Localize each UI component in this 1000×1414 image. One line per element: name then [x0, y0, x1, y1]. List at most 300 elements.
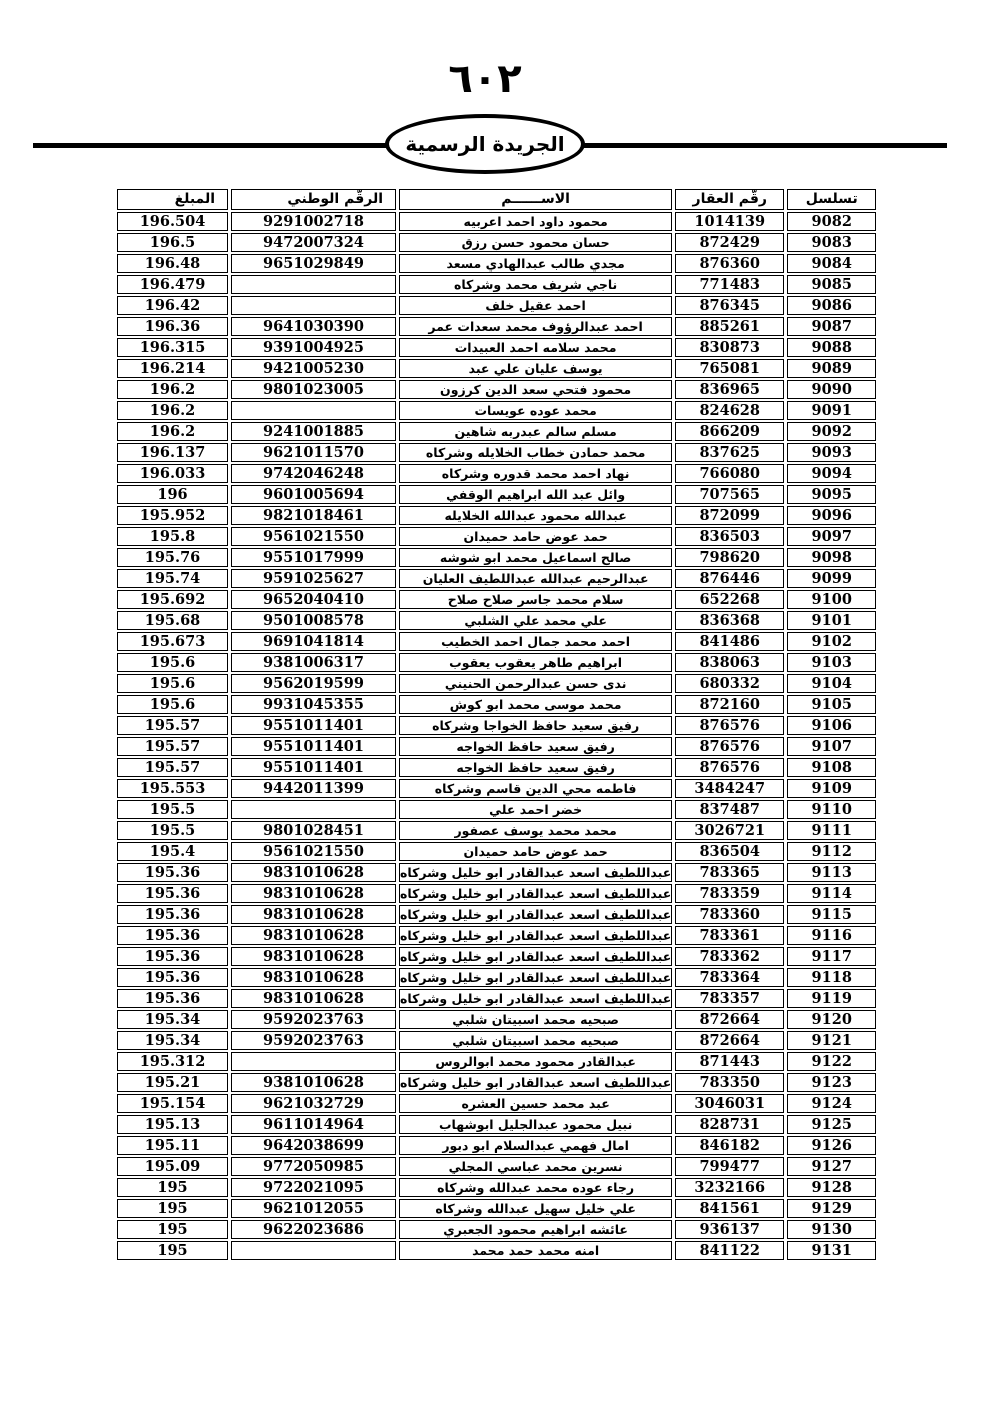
cell-serial: 9101: [787, 611, 876, 630]
cell-national-number: [231, 1052, 396, 1071]
cell-name: احمد عقيل خلف: [399, 296, 672, 315]
table-row: [117, 359, 876, 378]
cell-serial: 9105: [787, 695, 876, 714]
cell-serial: 9112: [787, 842, 876, 861]
cell-serial: 9126: [787, 1136, 876, 1155]
cell-serial: 9083: [787, 233, 876, 252]
cell-national-number: 9621032729: [231, 1094, 396, 1113]
cell-name: صالح اسماعيل محمد ابو شوشه: [399, 548, 672, 567]
cell-serial: 9110: [787, 800, 876, 819]
cell-property-number: 3232166: [675, 1178, 784, 1197]
cell-serial: 9097: [787, 527, 876, 546]
cell-national-number: 9551011401: [231, 758, 396, 777]
cell-name: محمود داود احمد اعربيه: [399, 212, 672, 231]
cell-amount: 196.315: [117, 338, 228, 357]
cell-serial: 9111: [787, 821, 876, 840]
cell-amount: 195.6: [117, 674, 228, 693]
cell-serial: 9098: [787, 548, 876, 567]
table-row: [117, 758, 876, 777]
cell-national-number: 9831010628: [231, 947, 396, 966]
cell-serial: 9086: [787, 296, 876, 315]
cell-national-number: 9651029849: [231, 254, 396, 273]
table-row: [117, 401, 876, 420]
cell-property-number: 876576: [675, 758, 784, 777]
cell-national-number: 9601005694: [231, 485, 396, 504]
cell-name: عبداللطيف اسعد عبدالقادر ابو خليل وشركاه: [400, 970, 672, 985]
table-row: [117, 1115, 876, 1134]
table-header-row: [117, 189, 876, 210]
table-row: [117, 422, 876, 441]
table-row: [117, 716, 876, 735]
cell-amount: 195.6: [117, 653, 228, 672]
cell-property-number: 872429: [675, 233, 784, 252]
cell-amount: 196: [117, 485, 228, 504]
cell-property-number: 828731: [675, 1115, 784, 1134]
cell-name: عبد محمد حسين العشره: [399, 1094, 672, 1113]
cell-serial: 9091: [787, 401, 876, 420]
cell-name: محمد سلامه احمد العبيدات: [399, 338, 672, 357]
cell-national-number: 9611014964: [231, 1115, 396, 1134]
cell-name: احمد عبدالرؤوف محمد سعدات عمر: [399, 317, 672, 336]
cell-name: عبداللطيف اسعد عبدالقادر ابو خليل وشركاه: [400, 1075, 672, 1090]
cell-name: خضر احمد علي: [399, 800, 672, 819]
table-row: [117, 821, 876, 840]
cell-property-number: 830873: [675, 338, 784, 357]
cell-name: وائل عبد الله ابراهيم الوقفي: [399, 485, 672, 504]
cell-name: يوسف عليان علي عبد: [399, 359, 672, 378]
cell-national-number: 9831010628: [231, 989, 396, 1008]
cell-property-number: 841561: [675, 1199, 784, 1218]
cell-name: عبداللطيف اسعد عبدالقادر ابو خليل وشركاه: [400, 907, 672, 922]
cell-amount: 195: [117, 1241, 228, 1260]
cell-name: ندى حسن عبدالرحمن الحنيني: [399, 674, 672, 693]
table-row: [117, 611, 876, 630]
cell-name: امنه محمد حمد محمد: [399, 1241, 672, 1260]
table-row: [117, 1178, 876, 1197]
cell-amount: 195.6: [117, 695, 228, 714]
cell-amount: 195: [117, 1199, 228, 1218]
table-row: [117, 989, 876, 1008]
cell-property-number: 836368: [675, 611, 784, 630]
cell-amount: 195.74: [117, 569, 228, 588]
cell-name: امال فهمي عبدالسلام ابو دبور: [399, 1136, 672, 1155]
cell-amount: 195.57: [117, 758, 228, 777]
cell-property-number: 3046031: [675, 1094, 784, 1113]
cell-amount: 196.36: [117, 317, 228, 336]
cell-serial: 9120: [787, 1010, 876, 1029]
cell-name: مسلم سالم عبدربه شاهين: [399, 422, 672, 441]
cell-national-number: 9831010628: [231, 968, 396, 987]
cell-property-number: 799477: [675, 1157, 784, 1176]
cell-national-number: 9381010628: [231, 1073, 396, 1092]
cell-name: احمد محمد جمال احمد الخطيب: [399, 632, 672, 651]
cell-serial: 9099: [787, 569, 876, 588]
cell-property-number: 783361: [675, 926, 784, 945]
cell-national-number: 9831010628: [231, 884, 396, 903]
table-row: [117, 506, 876, 525]
cell-property-number: 876576: [675, 716, 784, 735]
cell-name: مجدي طالب عبدالهادي مسعد: [399, 254, 672, 273]
cell-name: محمد محمد يوسف عصفور: [399, 821, 672, 840]
cell-amount: 195.68: [117, 611, 228, 630]
table-row: [117, 317, 876, 336]
gazette-title: الجريدة الرسمية: [405, 132, 565, 156]
cell-national-number: 9641030390: [231, 317, 396, 336]
cell-amount: 196.48: [117, 254, 228, 273]
header-national-number: الرقّم الوطني: [231, 189, 396, 210]
cell-property-number: 876446: [675, 569, 784, 588]
cell-serial: 9089: [787, 359, 876, 378]
cell-amount: 195.34: [117, 1010, 228, 1029]
cell-property-number: 841122: [675, 1241, 784, 1260]
cell-serial: 9124: [787, 1094, 876, 1113]
cell-serial: 9082: [787, 212, 876, 231]
cell-property-number: 680332: [675, 674, 784, 693]
cell-serial: 9104: [787, 674, 876, 693]
cell-property-number: 783362: [675, 947, 784, 966]
cell-property-number: 936137: [675, 1220, 784, 1239]
table-row: [117, 548, 876, 567]
table-row: [117, 1136, 876, 1155]
table-row: [117, 380, 876, 399]
cell-property-number: 846182: [675, 1136, 784, 1155]
cell-name: نبيل محمود عبدالجليل ابوشهاب: [399, 1115, 672, 1134]
cell-property-number: 771483: [675, 275, 784, 294]
cell-national-number: 9501008578: [231, 611, 396, 630]
cell-national-number: 9652040410: [231, 590, 396, 609]
cell-national-number: 9592023763: [231, 1010, 396, 1029]
cell-serial: 9123: [787, 1073, 876, 1092]
cell-property-number: 836504: [675, 842, 784, 861]
cell-property-number: 876360: [675, 254, 784, 273]
cell-national-number: 9551017999: [231, 548, 396, 567]
cell-property-number: 707565: [675, 485, 784, 504]
cell-property-number: 783357: [675, 989, 784, 1008]
cell-serial: 9127: [787, 1157, 876, 1176]
cell-national-number: [231, 401, 396, 420]
cell-serial: 9114: [787, 884, 876, 903]
cell-amount: 196.5: [117, 233, 228, 252]
table-row: [117, 800, 876, 819]
cell-serial: 9119: [787, 989, 876, 1008]
cell-property-number: 871443: [675, 1052, 784, 1071]
table-row: [117, 1010, 876, 1029]
cell-amount: 195.36: [117, 905, 228, 924]
cell-national-number: 9642038699: [231, 1136, 396, 1155]
cell-amount: 195.673: [117, 632, 228, 651]
cell-property-number: 836503: [675, 527, 784, 546]
cell-serial: 9094: [787, 464, 876, 483]
table-row: [117, 695, 876, 714]
cell-property-number: 872664: [675, 1010, 784, 1029]
cell-national-number: 9421005230: [231, 359, 396, 378]
cell-name: علي خليل سهيل عبدالله وشركاه: [399, 1199, 672, 1218]
cell-serial: 9128: [787, 1178, 876, 1197]
header-serial: تسلسل: [787, 189, 876, 210]
table-row: [117, 1199, 876, 1218]
table-row: [117, 905, 876, 924]
cell-amount: 196.2: [117, 422, 228, 441]
cell-serial: 9090: [787, 380, 876, 399]
cell-national-number: 9391004925: [231, 338, 396, 357]
cell-serial: 9092: [787, 422, 876, 441]
cell-amount: 196.033: [117, 464, 228, 483]
cell-name: حمد عوض حامد حميدان: [399, 842, 672, 861]
cell-amount: 196.479: [117, 275, 228, 294]
cell-amount: 195.36: [117, 989, 228, 1008]
table-row: [117, 779, 876, 798]
table-row: [117, 590, 876, 609]
cell-name: عبداللطيف اسعد عبدالقادر ابو خليل وشركاه: [400, 886, 672, 901]
cell-name: عبدالله محمود عبدالله الخلايله: [399, 506, 672, 525]
cell-national-number: 9621011570: [231, 443, 396, 462]
cell-national-number: [231, 1241, 396, 1260]
table-row: [117, 632, 876, 651]
cell-national-number: 9561021550: [231, 527, 396, 546]
cell-property-number: 1014139: [675, 212, 784, 231]
cell-property-number: 765081: [675, 359, 784, 378]
cell-property-number: 824628: [675, 401, 784, 420]
records-table: [114, 187, 879, 1262]
cell-amount: 195: [117, 1220, 228, 1239]
cell-national-number: 9722021095: [231, 1178, 396, 1197]
cell-serial: 9102: [787, 632, 876, 651]
cell-property-number: 3484247: [675, 779, 784, 798]
cell-property-number: 783365: [675, 863, 784, 882]
header-amount: المبلغ: [117, 189, 228, 210]
cell-name: صبحيه محمد اسبيتان شلبي: [399, 1031, 672, 1050]
table-row: [117, 737, 876, 756]
cell-property-number: 841486: [675, 632, 784, 651]
cell-amount: 195.952: [117, 506, 228, 525]
cell-amount: 195: [117, 1178, 228, 1197]
cell-national-number: [231, 800, 396, 819]
table-row: [117, 1094, 876, 1113]
table-row: [117, 674, 876, 693]
cell-property-number: 837487: [675, 800, 784, 819]
cell-property-number: 783360: [675, 905, 784, 924]
cell-serial: 9122: [787, 1052, 876, 1071]
cell-name: رفيق سعيد حافظ الخواجه: [399, 758, 672, 777]
table-row: [117, 884, 876, 903]
cell-property-number: 3026721: [675, 821, 784, 840]
cell-name: نهاد احمد محمد قدوره وشركاه: [399, 464, 672, 483]
cell-amount: 195.5: [117, 821, 228, 840]
cell-amount: 195.11: [117, 1136, 228, 1155]
cell-national-number: 9291002718: [231, 212, 396, 231]
cell-name: محمد حمادن خطاب الخلايله وشركاه: [399, 443, 672, 462]
cell-name: رجاء عوده محمد عبدالله وشركاه: [399, 1178, 672, 1197]
table-row: [117, 926, 876, 945]
cell-property-number: 836965: [675, 380, 784, 399]
cell-national-number: 9831010628: [231, 863, 396, 882]
cell-amount: 195.36: [117, 926, 228, 945]
cell-amount: 195.5: [117, 800, 228, 819]
cell-amount: 196.504: [117, 212, 228, 231]
cell-property-number: 885261: [675, 317, 784, 336]
cell-name: عبداللطيف اسعد عبدالقادر ابو خليل وشركاه: [400, 928, 672, 943]
cell-amount: 195.36: [117, 884, 228, 903]
cell-property-number: 872099: [675, 506, 784, 525]
cell-amount: 195.34: [117, 1031, 228, 1050]
table-row: [117, 233, 876, 252]
table-row: [117, 338, 876, 357]
cell-serial: 9100: [787, 590, 876, 609]
table-row: [117, 947, 876, 966]
table-row: [117, 653, 876, 672]
cell-serial: 9125: [787, 1115, 876, 1134]
cell-name: حسان محمود حسن رزق: [399, 233, 672, 252]
cell-serial: 9116: [787, 926, 876, 945]
cell-national-number: 9622023686: [231, 1220, 396, 1239]
cell-national-number: 9742046248: [231, 464, 396, 483]
cell-national-number: 9621012055: [231, 1199, 396, 1218]
cell-property-number: 872160: [675, 695, 784, 714]
table-row: [117, 275, 876, 294]
cell-serial: 9118: [787, 968, 876, 987]
cell-amount: 195.57: [117, 716, 228, 735]
table-row: [117, 863, 876, 882]
cell-serial: 9121: [787, 1031, 876, 1050]
cell-amount: 195.4: [117, 842, 228, 861]
cell-name: صبحيه محمد اسبيتان شلبي: [399, 1010, 672, 1029]
cell-national-number: 9591025627: [231, 569, 396, 588]
cell-amount: 195.13: [117, 1115, 228, 1134]
cell-amount: 195.36: [117, 863, 228, 882]
table-row: [117, 1052, 876, 1071]
cell-serial: 9085: [787, 275, 876, 294]
cell-national-number: 9831010628: [231, 926, 396, 945]
cell-name: عبداللطيف اسعد عبدالقادر ابو خليل وشركاه: [400, 865, 672, 880]
cell-serial: 9108: [787, 758, 876, 777]
cell-serial: 9113: [787, 863, 876, 882]
cell-property-number: 783359: [675, 884, 784, 903]
cell-property-number: 652268: [675, 590, 784, 609]
cell-national-number: 9551011401: [231, 716, 396, 735]
cell-national-number: 9551011401: [231, 737, 396, 756]
cell-serial: 9103: [787, 653, 876, 672]
gazette-title-badge: [385, 114, 585, 174]
cell-national-number: 9801028451: [231, 821, 396, 840]
cell-amount: 195.21: [117, 1073, 228, 1092]
cell-amount: 195.553: [117, 779, 228, 798]
cell-property-number: 872664: [675, 1031, 784, 1050]
cell-national-number: [231, 275, 396, 294]
cell-serial: 9084: [787, 254, 876, 273]
cell-national-number: 9931045355: [231, 695, 396, 714]
table-body: [117, 212, 876, 1260]
cell-serial: 9115: [787, 905, 876, 924]
cell-serial: 9093: [787, 443, 876, 462]
cell-national-number: 9821018461: [231, 506, 396, 525]
page-number: ٦٠٢: [448, 56, 522, 102]
cell-serial: 9131: [787, 1241, 876, 1260]
table-row: [117, 842, 876, 861]
header-name: الاســــــم: [399, 189, 672, 210]
cell-amount: 195.09: [117, 1157, 228, 1176]
table-row: [117, 1031, 876, 1050]
cell-name: عبداللطيف اسعد عبدالقادر ابو خليل وشركاه: [400, 991, 672, 1006]
cell-amount: 195.57: [117, 737, 228, 756]
cell-name: رفيق سعيد حافظ الخواجا وشركاه: [399, 716, 672, 735]
cell-name: ابراهيم طاهر يعقوب يعقوب: [399, 653, 672, 672]
cell-name: ناجي شريف محمد وشركاه: [399, 275, 672, 294]
cell-amount: 195.36: [117, 968, 228, 987]
cell-national-number: 9562019599: [231, 674, 396, 693]
cell-property-number: 837625: [675, 443, 784, 462]
cell-serial: 9117: [787, 947, 876, 966]
table-row: [117, 1220, 876, 1239]
table-row: [117, 254, 876, 273]
cell-property-number: 876345: [675, 296, 784, 315]
cell-serial: 9088: [787, 338, 876, 357]
cell-amount: 195.312: [117, 1052, 228, 1071]
cell-name: عبدالرحيم عبدالله عبداللطيف العليان: [399, 569, 672, 588]
cell-national-number: 9831010628: [231, 905, 396, 924]
cell-serial: 9096: [787, 506, 876, 525]
cell-serial: 9095: [787, 485, 876, 504]
cell-name: عائشه ابراهيم محمود الجعبري: [399, 1220, 672, 1239]
cell-serial: 9109: [787, 779, 876, 798]
cell-national-number: 9241001885: [231, 422, 396, 441]
cell-amount: 196.214: [117, 359, 228, 378]
table-row: [117, 968, 876, 987]
cell-name: سلام محمد جاسر صلاح صلاح: [399, 590, 672, 609]
cell-serial: 9130: [787, 1220, 876, 1239]
cell-property-number: 798620: [675, 548, 784, 567]
table-row: [117, 1157, 876, 1176]
cell-name: محمود فتحي سعد الدين كرزون: [399, 380, 672, 399]
cell-national-number: 9381006317: [231, 653, 396, 672]
cell-amount: 196.2: [117, 401, 228, 420]
cell-serial: 9106: [787, 716, 876, 735]
cell-national-number: [231, 296, 396, 315]
cell-amount: 196.137: [117, 443, 228, 462]
cell-property-number: 876576: [675, 737, 784, 756]
cell-property-number: 866209: [675, 422, 784, 441]
table-row: [117, 464, 876, 483]
cell-property-number: 783350: [675, 1073, 784, 1092]
cell-name: نسرين محمد عباسي المجلي: [399, 1157, 672, 1176]
cell-serial: 9087: [787, 317, 876, 336]
table-row: [117, 527, 876, 546]
table-row: [117, 485, 876, 504]
header-property-number: رقّم العقار: [675, 189, 784, 210]
table-row: [117, 1073, 876, 1092]
cell-property-number: 838063: [675, 653, 784, 672]
cell-amount: 195.8: [117, 527, 228, 546]
cell-national-number: 9442011399: [231, 779, 396, 798]
cell-name: علي محمد علي الشلبي: [399, 611, 672, 630]
table-row: [117, 296, 876, 315]
cell-name: عبداللطيف اسعد عبدالقادر ابو خليل وشركاه: [400, 949, 672, 964]
cell-property-number: 783364: [675, 968, 784, 987]
cell-national-number: 9472007324: [231, 233, 396, 252]
cell-amount: 196.42: [117, 296, 228, 315]
cell-national-number: 9801023005: [231, 380, 396, 399]
cell-name: رفيق سعيد حافظ الخواجه: [399, 737, 672, 756]
cell-amount: 195.692: [117, 590, 228, 609]
cell-property-number: 766080: [675, 464, 784, 483]
cell-name: محمد عوده عويسات: [399, 401, 672, 420]
cell-amount: 195.36: [117, 947, 228, 966]
cell-national-number: 9772050985: [231, 1157, 396, 1176]
cell-serial: 9107: [787, 737, 876, 756]
cell-name: فاطمه محي الدين قاسم وشركاه: [399, 779, 672, 798]
cell-amount: 196.2: [117, 380, 228, 399]
cell-serial: 9129: [787, 1199, 876, 1218]
cell-national-number: 9691041814: [231, 632, 396, 651]
